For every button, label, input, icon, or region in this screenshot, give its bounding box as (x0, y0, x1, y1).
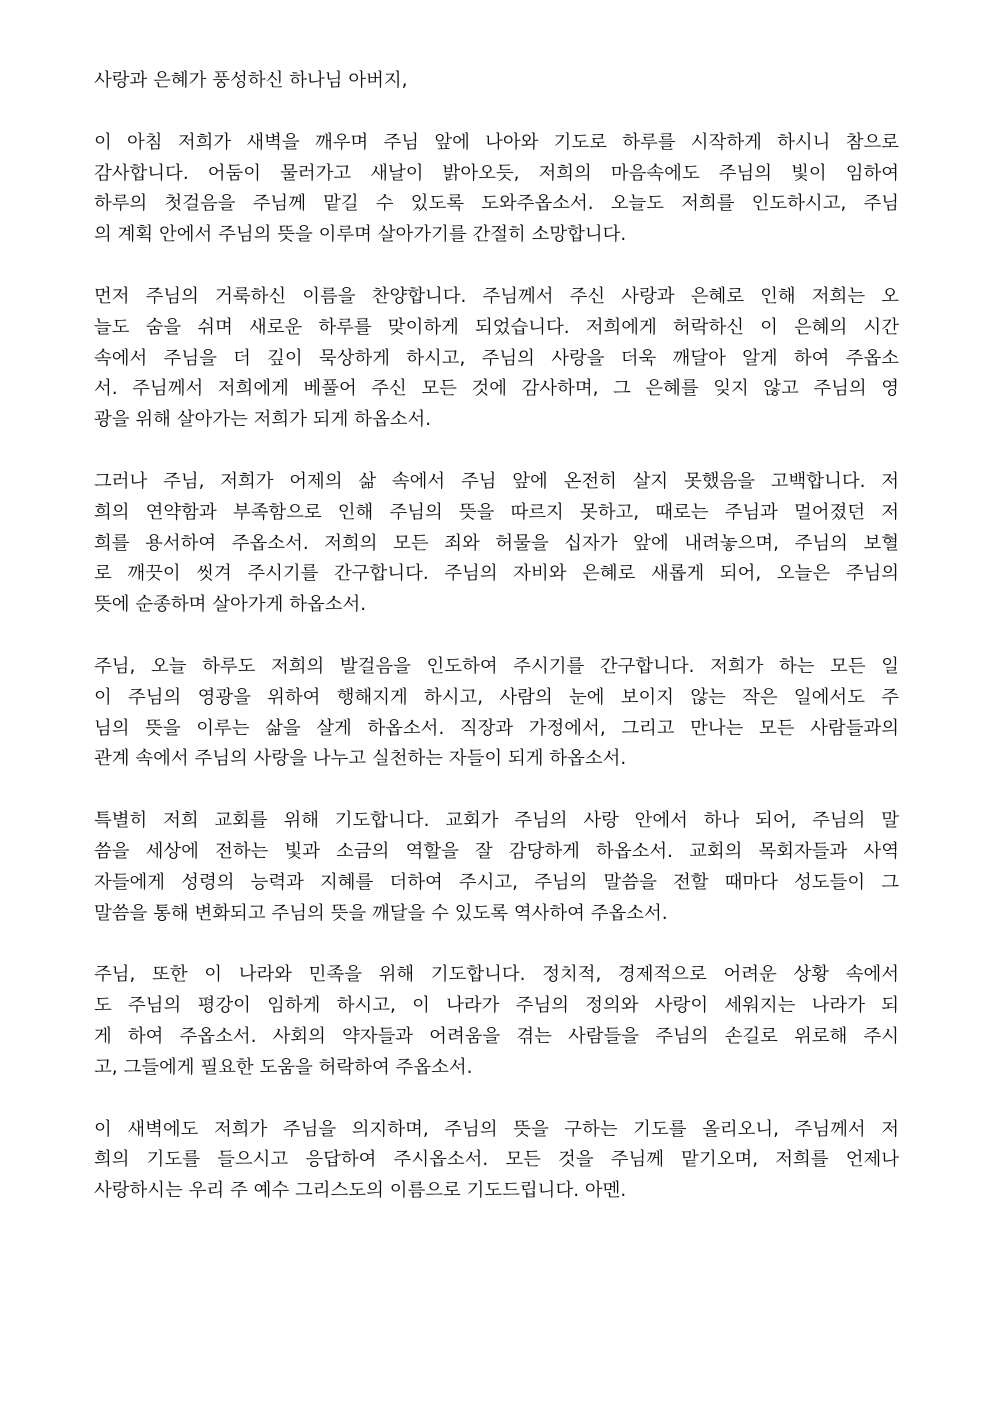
text-line: 먼저 주님의 거룩하신 이름을 찬양합니다. 주님께서 주신 사랑과 은혜로 인해 저희는 오 (94, 285, 899, 307)
text-line: 이 아침 저희가 새벽을 깨우며 주님 앞에 나아와 기도로 하루를 시작하게 하시니 참으로 (94, 131, 899, 153)
text-line: 사랑하시는 우리 주 예수 그리스도의 이름으로 기도드립니다. 아멘. (94, 1180, 627, 1202)
text-line: 고, 그들에게 필요한 도움을 허락하여 주옵소서. (94, 1056, 473, 1078)
paragraph-praise (94, 282, 899, 436)
text-line: 님의 뜻을 이루는 삶을 살게 하옵소서. 직장과 가정에서, 그리고 만나는 모든 사람들과의 (94, 717, 899, 739)
text-line: 늘도 숨을 쉬며 새로운 하루를 맞이하게 되었습니다. 저희에게 허락하신 이 은혜의 시간 (94, 316, 899, 338)
text-line: 자들에게 성령의 능력과 지혜를 더하여 주시고, 주님의 말씀을 전할 때마다 성도들이 그 (94, 871, 899, 893)
paragraph-opening (94, 128, 899, 251)
text-line: 씀을 세상에 전하는 빛과 소금의 역할을 잘 감당하게 하옵소서. 교회의 목회자들과 사역 (94, 840, 899, 862)
text-line: 주님, 또한 이 나라와 민족을 위해 기도합니다. 정치적, 경제적으로 어려운 상황 속에서 (94, 964, 899, 986)
text-line: 희의 기도를 들으시고 응답하여 주시옵소서. 모든 것을 주님께 맡기오며, 저희를 언제나 (94, 1149, 899, 1171)
paragraph-closing (94, 1115, 899, 1207)
text-line: 감사합니다. 어둠이 물러가고 새날이 밝아오듯, 저희의 마음속에도 주님의 빛이 임하여 (94, 162, 899, 184)
text-line: 희의 연약함과 부족함으로 인해 주님의 뜻을 따르지 못하고, 때로는 주님과 멀어졌던 저 (94, 501, 899, 523)
paragraph-church (94, 806, 899, 929)
paragraph-nation (94, 960, 899, 1083)
prayer-document (94, 66, 899, 1238)
text-line: 그러나 주님, 저희가 어제의 삶 속에서 주님 앞에 온전히 살지 못했음을 고백합니다. 저 (94, 470, 899, 492)
text-line: 속에서 주님을 더 깊이 묵상하게 하시고, 주님의 사랑을 더욱 깨달아 알게 하여 주옵소 (94, 347, 899, 369)
text-line: 하루의 첫걸음을 주님께 맡길 수 있도록 도와주옵소서. 오늘도 저희를 인도하시고, 주님 (94, 193, 899, 215)
text-line: 주님, 오늘 하루도 저희의 발걸음을 인도하여 주시기를 간구합니다. 저희가 하는 모든 일 (94, 655, 899, 677)
text-line: 서. 주님께서 저희에게 베풀어 주신 모든 것에 감사하며, 그 은혜를 잊지 않고 주님의 영 (94, 378, 899, 400)
text-line: 이 주님의 영광을 위하여 행해지게 하시고, 사람의 눈에 보이지 않는 작은 일에서도 주 (94, 686, 899, 708)
paragraph-confession (94, 467, 899, 621)
text-line: 뜻에 순종하며 살아가게 하옵소서. (94, 594, 367, 616)
text-line: 도 주님의 평강이 임하게 하시고, 이 나라가 주님의 정의와 사랑이 세워지는 나라가 되 (94, 995, 899, 1017)
paragraph-guidance (94, 652, 899, 775)
text-line: 로 깨끗이 씻겨 주시기를 간구합니다. 주님의 자비와 은혜로 새롭게 되어, 오늘은 주님의 (94, 563, 899, 585)
text-line: 의 계획 안에서 주님의 뜻을 이루며 살아가기를 간절히 소망합니다. (94, 224, 627, 246)
text-line: 말씀을 통해 변화되고 주님의 뜻을 깨달을 수 있도록 역사하여 주옵소서. (94, 902, 668, 924)
text-line: 특별히 저희 교회를 위해 기도합니다. 교회가 주님의 사랑 안에서 하나 되어, 주님의 말 (94, 810, 899, 832)
text-line: 관계 속에서 주님의 사랑을 나누고 실천하는 자들이 되게 하옵소서. (94, 748, 627, 770)
text-line: 이 새벽에도 저희가 주님을 의지하며, 주님의 뜻을 구하는 기도를 올리오니, 주님께서 저 (94, 1118, 899, 1140)
text-line: 광을 위해 살아가는 저희가 되게 하옵소서. (94, 409, 432, 431)
greeting-line: 사랑과 은혜가 풍성하신 하나님 아버지, (94, 70, 408, 91)
text-line: 게 하여 주옵소서. 사회의 약자들과 어려움을 겪는 사람들을 주님의 손길로 위로해 주시 (94, 1025, 899, 1047)
text-line: 희를 용서하여 주옵소서. 저희의 모든 죄와 허물을 십자가 앞에 내려놓으며, 주님의 보혈 (94, 532, 899, 554)
